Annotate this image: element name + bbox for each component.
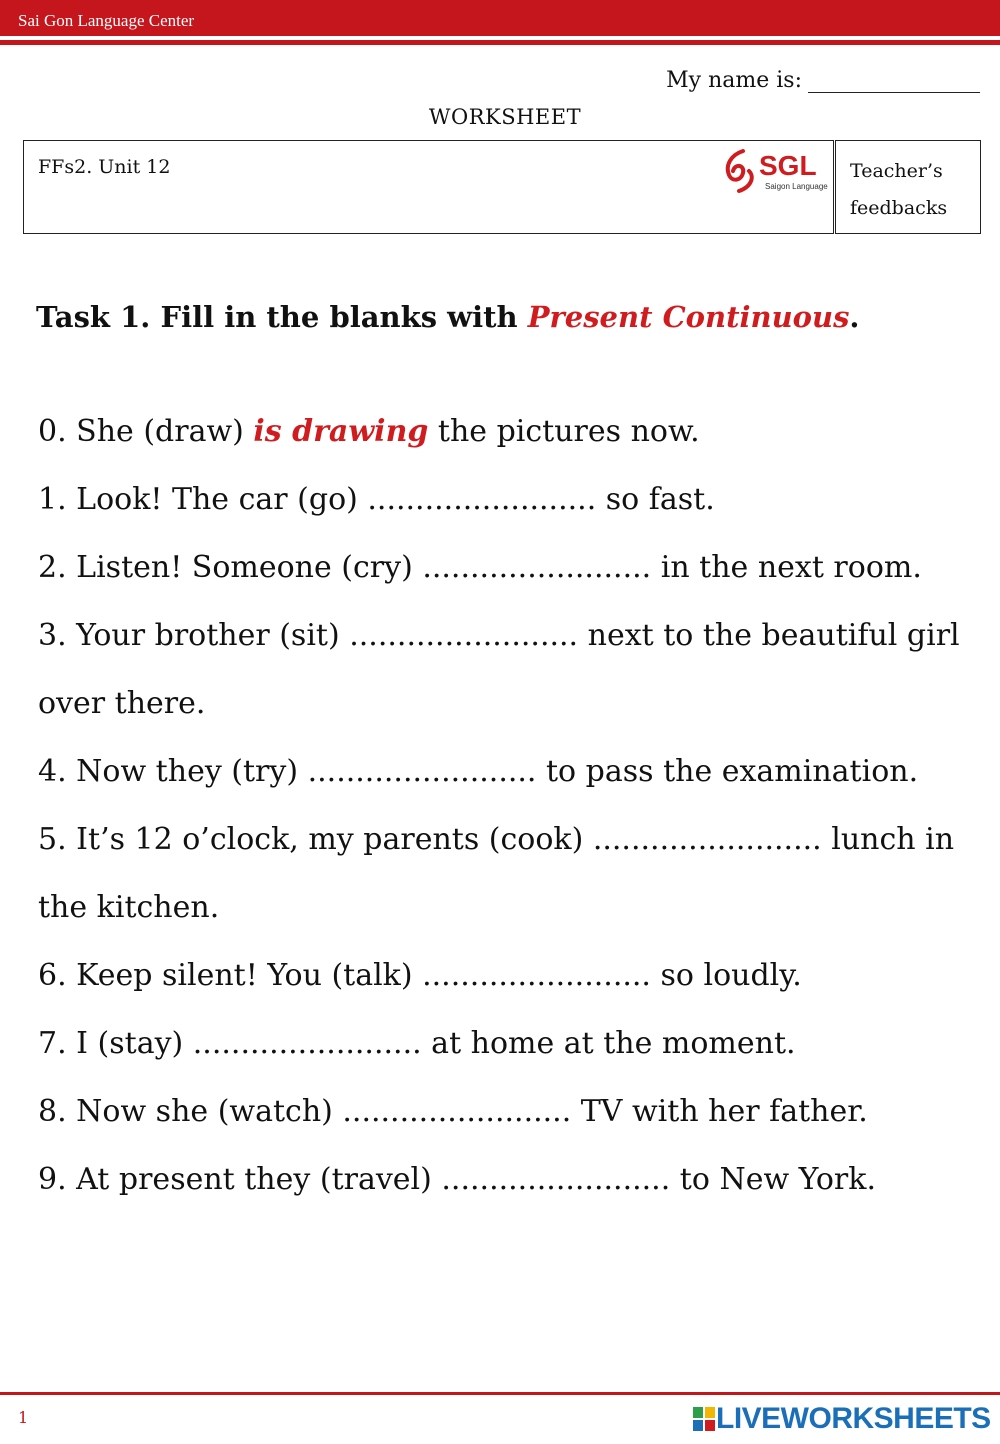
worksheet-title: WORKSHEET xyxy=(428,105,582,129)
liveworksheets-icon xyxy=(692,1405,716,1433)
name-label: My name is: xyxy=(666,68,802,93)
page-number: 1 xyxy=(18,1408,29,1427)
feedback-label xyxy=(850,153,980,227)
unit-box xyxy=(23,140,834,234)
task-title-prefix: Task 1. Fill in the blanks with xyxy=(36,300,528,334)
sgl-logo xyxy=(721,145,831,197)
header-divider xyxy=(0,40,1000,45)
name-input-line[interactable] xyxy=(808,62,980,93)
footer-divider xyxy=(0,1392,1000,1395)
example-answer: is drawing xyxy=(253,414,429,449)
exercise-item-4[interactable]: 4. Now they (try) ........................ to pass the examination. xyxy=(38,754,919,789)
exercise-item-1[interactable]: 1. Look! The car (go) ........................ so fast. xyxy=(38,482,715,517)
example-item xyxy=(38,398,968,466)
task-title xyxy=(36,300,860,334)
name-row xyxy=(666,62,980,93)
feedback-box xyxy=(835,140,981,234)
exercise-item-2[interactable]: 2. Listen! Someone (cry) ........................ in the next room. xyxy=(38,550,922,585)
liveworksheets-brand: LIVEWORKSHEETS xyxy=(716,1402,991,1435)
exercise-item-3[interactable]: 3. Your brother (sit) ........................ next to the beautiful girl over there. xyxy=(38,618,960,721)
logo-text: SGL xyxy=(759,150,817,181)
exercise-item-9[interactable]: 9. At present they (travel) ........................ to New York. xyxy=(38,1162,876,1197)
exercise-list xyxy=(38,398,968,1214)
org-name: Sai Gon Language Center xyxy=(18,11,195,30)
exercise-item-8[interactable]: 8. Now she (watch) ........................ TV with her father. xyxy=(38,1094,868,1129)
task-title-highlight: Present Continuous xyxy=(527,300,850,334)
liveworksheets-logo[interactable] xyxy=(692,1402,991,1436)
task-title-suffix: . xyxy=(849,300,860,334)
exercise-item-7[interactable]: 7. I (stay) ........................ at home at the moment. xyxy=(38,1026,796,1061)
exercise-item-6[interactable]: 6. Keep silent! You (talk) ........................ so loudly. xyxy=(38,958,802,993)
header-bar xyxy=(0,0,1000,36)
feedback-line-1: Teacher’s xyxy=(850,160,943,182)
exercise-item-5[interactable]: 5. It’s 12 o’clock, my parents (cook) ........................ lunch in the kitchen. xyxy=(38,822,955,925)
logo-subtext: Saigon Language xyxy=(765,182,828,191)
example-suffix: the pictures now. xyxy=(428,414,700,449)
feedback-line-2: feedbacks xyxy=(850,197,948,219)
unit-label: FFs2. Unit 12 xyxy=(38,156,171,178)
example-prefix: 0. She (draw) xyxy=(38,414,254,449)
